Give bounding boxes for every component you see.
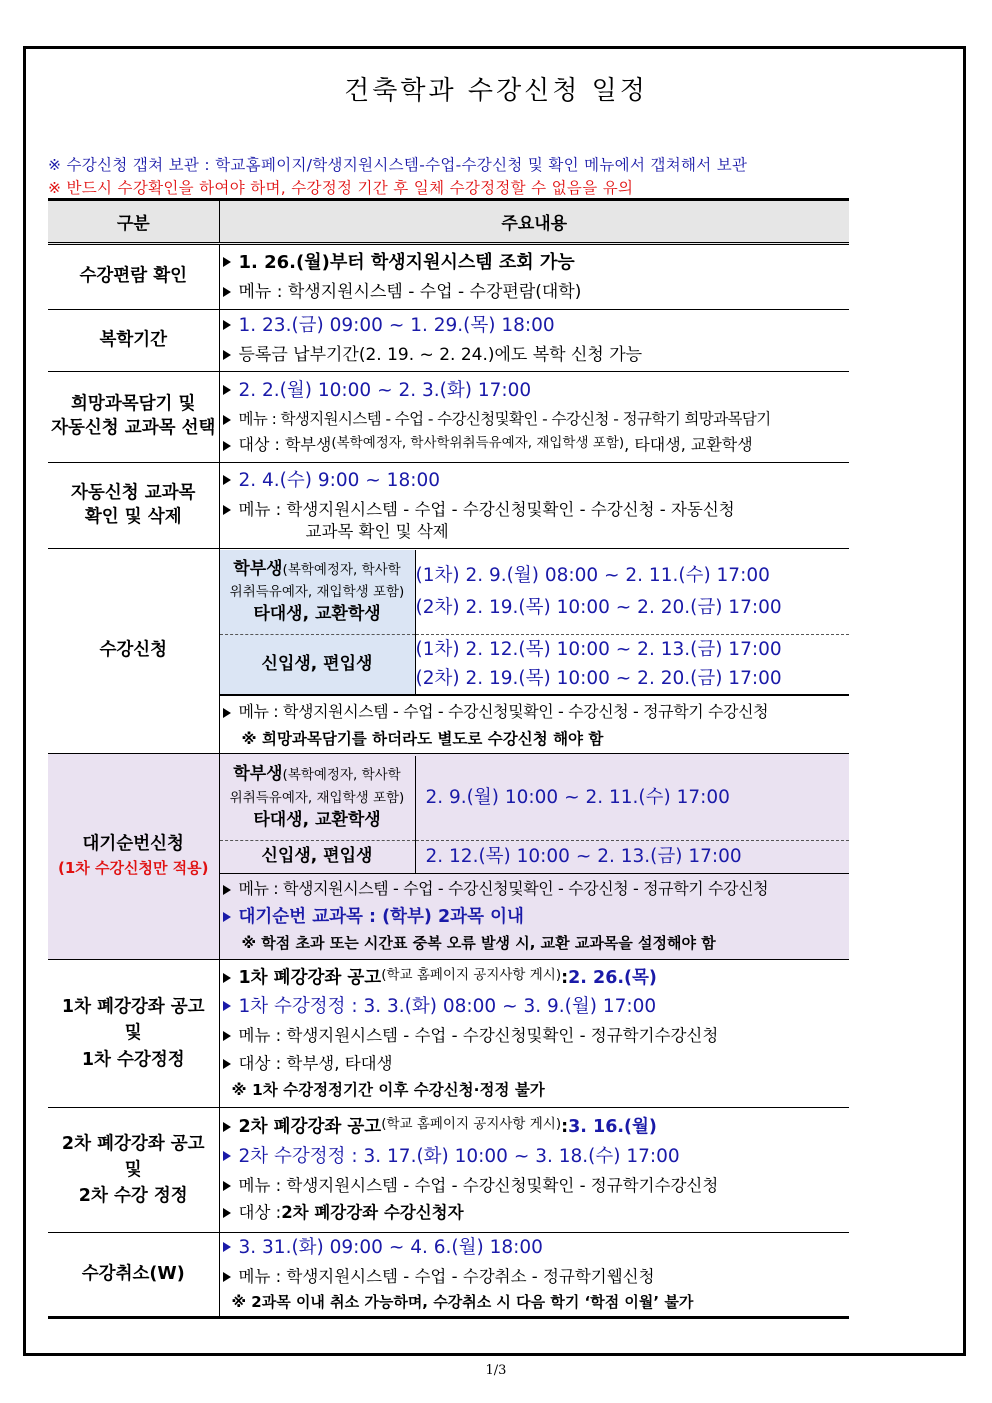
content-cell: 2. 2.(월) 10:00 ~ 2. 3.(화) 17:00 메뉴 : 학생지원시스템 - 수업 - 수강신청및확인 - 수강신청 - 정규학기 희망과목담기 대상 : 학부생 (복학예정자, 학사학위취득유예자, 재입학생 포함) , 타대생, 교환학생 <box>219 372 849 463</box>
bullet-icon <box>223 1122 231 1132</box>
bullet-icon <box>223 973 231 983</box>
content-cell: 1. 26.(월)부터 학생지원시스템 조회 가능 메뉴 : 학생지원시스템 - 수업 - 수강편람(대학) <box>219 244 849 310</box>
bullet-icon <box>223 885 231 895</box>
content-cell: 2차 폐강강좌 공고 (학교 홈페이지 공지사항 게시) : 3. 16.(월) 2차 수강정정 : 3. 17.(화) 10:00 ~ 3. 18.(수) 17:00 메뉴 : 학생지원시스템 - 수업 - 수강신청및확인 - 정규학기수강신청 대상 : 2차 폐강강좌 수강신청자 <box>219 1108 849 1233</box>
table-row <box>48 244 849 310</box>
freshman-label: 신입생, 편입생 <box>220 634 416 694</box>
undergrad-label: 학부생(복학예정자, 학사학 위취득유예자, 재입학생 포함) 타대생, 교환학생 <box>220 550 416 634</box>
category-cell: 수강편람 확인 <box>48 244 219 310</box>
schedule-table <box>48 198 849 1319</box>
bullet-icon <box>223 1031 231 1041</box>
table-row <box>48 1233 849 1318</box>
content-cell: 학부생(복학예정자, 학사학 위취득유예자, 재입학생 포함) 타대생, 교환학생 2. 9.(월) 10:00 ~ 2. 11.(수) 17:00 신입생, 편입생 2. 12.(목) 10:00 ~ 2. 13.(금) 17:00 메뉴 : 학생지원시스템 - 수업 - 수강신청및확인 - 수강신청 - 정규학기 수강신청 대기순번 교과목 : (학부) 2과목 이내 ※ 학점 초과 또는 시간표 중복 오류 발생 시, 교환 교과목을 설정해야 함 <box>219 754 849 960</box>
content-cell: 학부생(복학예정자, 학사학 위취득유예자, 재입학생 포함) 타대생, 교환학생 (1차) 2. 9.(월) 08:00 ~ 2. 11.(수) 17:00 (2차) 2. 19.(목) 10:00 ~ 2. 20.(금) 17:00 신입생, 편입생 (1차) 2. 12.(목) 10:00 ~ 2. 13.(금) 17:00 (2차) 2. 19.(목) 10:00 ~ 2. 20.(금) 17:00 메뉴 : 학생지원시스템 - 수업 - 수강신청및확인 - 수강신청 - 정규학기 수강신청 ※ 희망과목담기를 하더라도 별도로 수강신청 해야 함 <box>219 549 849 754</box>
bullet-icon <box>223 257 231 267</box>
content-cell: 3. 31.(화) 09:00 ~ 4. 6.(월) 18:00 메뉴 : 학생지원시스템 - 수업 - 수강취소 - 정규학기웹신청 ※ 2과목 이내 취소 가능하며, 수강취소 시 다음 학기 ‘학점 이월’ 불가 <box>219 1233 849 1318</box>
header-content: 주요내용 <box>219 200 849 244</box>
table-row <box>48 1108 849 1233</box>
table-header-row <box>48 200 849 244</box>
bullet-icon <box>223 1272 231 1282</box>
bullet-icon <box>223 1151 231 1161</box>
category-cell: 희망과목담기 및 자동신청 교과목 선택 <box>48 372 219 463</box>
warning-notice: ※ 반드시 수강확인을 하여야 하며, 수강정정 기간 후 일체 수강정정할 수 없음을 유의 <box>48 179 634 197</box>
table-row <box>48 463 849 549</box>
bullet-icon <box>223 1208 231 1218</box>
page-number: 1/3 <box>485 1363 507 1378</box>
content-cell: 1차 폐강강좌 공고 (학교 홈페이지 공지사항 게시) : 2. 26.(목) 1차 수강정정 : 3. 3.(화) 08:00 ~ 3. 9.(월) 17:00 메뉴 : 학생지원시스템 - 수업 - 수강신청및확인 - 정규학기수강신청 대상 : 학부생, 타대생 ※ 1차 수강정정기간 이후 수강신청·정정 불가 <box>219 960 849 1108</box>
table-row <box>48 754 849 960</box>
bullet-icon <box>223 385 231 395</box>
waitlist-subtable <box>220 756 850 873</box>
undergrad-dates: (1차) 2. 9.(월) 08:00 ~ 2. 11.(수) 17:00 (2차) 2. 19.(목) 10:00 ~ 2. 20.(금) 17:00 <box>415 550 849 634</box>
bullet-icon <box>223 287 231 297</box>
table-row <box>48 549 849 754</box>
bullet-icon <box>223 415 231 425</box>
table-row <box>48 310 849 372</box>
category-cell: 수강취소(W) <box>48 1233 219 1318</box>
bullet-icon <box>223 441 231 451</box>
freshman-dates: 2. 12.(목) 10:00 ~ 2. 13.(금) 17:00 <box>425 845 742 867</box>
bullet-icon <box>223 475 231 485</box>
freshman-label: 신입생, 편입생 <box>220 840 416 873</box>
category-cell: 2차 폐강강좌 공고 및 2차 수강 정정 <box>48 1108 219 1233</box>
capture-notice: ※ 수강신청 갭쳐 보관 : 학교홈페이지/학생지원시스템-수업-수강신청 및 확인 메뉴에서 갭쳐해서 보관 <box>48 156 748 174</box>
category-cell: 복학기간 <box>48 310 219 372</box>
content-cell: 2. 4.(수) 9:00 ~ 18:00 메뉴 : 학생지원시스템 - 수업 - 수강신청및확인 - 수강신청 - 자동신청 교과목 확인 및 삭제 <box>219 463 849 549</box>
category-cell: 대기순번신청 (1차 수강신청만 적용) <box>48 754 219 960</box>
bullet-icon <box>223 320 231 330</box>
table-row <box>48 372 849 463</box>
table-row <box>48 960 849 1108</box>
freshman-dates: (1차) 2. 12.(목) 10:00 ~ 2. 13.(금) 17:00 (2차) 2. 19.(목) 10:00 ~ 2. 20.(금) 17:00 <box>415 638 782 690</box>
bullet-icon <box>223 912 231 922</box>
registration-subtable <box>220 550 850 695</box>
bullet-icon <box>223 1059 231 1069</box>
bullet-icon <box>223 1001 231 1011</box>
page-title: 건축학과 수강신청 일정 <box>344 76 648 106</box>
bullet-icon <box>223 350 231 360</box>
undergrad-dates: 2. 9.(월) 10:00 ~ 2. 11.(수) 17:00 <box>415 756 849 840</box>
bullet-icon <box>223 708 231 718</box>
undergrad-label: 학부생(복학예정자, 학사학 위취득유예자, 재입학생 포함) 타대생, 교환학생 <box>220 756 416 840</box>
header-category: 구분 <box>48 200 219 244</box>
category-cell: 1차 폐강강좌 공고 및 1차 수강정정 <box>48 960 219 1108</box>
bullet-icon <box>223 505 231 515</box>
bullet-icon <box>223 1242 231 1252</box>
category-cell: 수강신청 <box>48 549 219 754</box>
bullet-icon <box>223 1181 231 1191</box>
category-cell: 자동신청 교과목 확인 및 삭제 <box>48 463 219 549</box>
content-cell: 1. 23.(금) 09:00 ~ 1. 29.(목) 18:00 등록금 납부기간(2. 19. ~ 2. 24.)에도 복학 신청 가능 <box>219 310 849 372</box>
